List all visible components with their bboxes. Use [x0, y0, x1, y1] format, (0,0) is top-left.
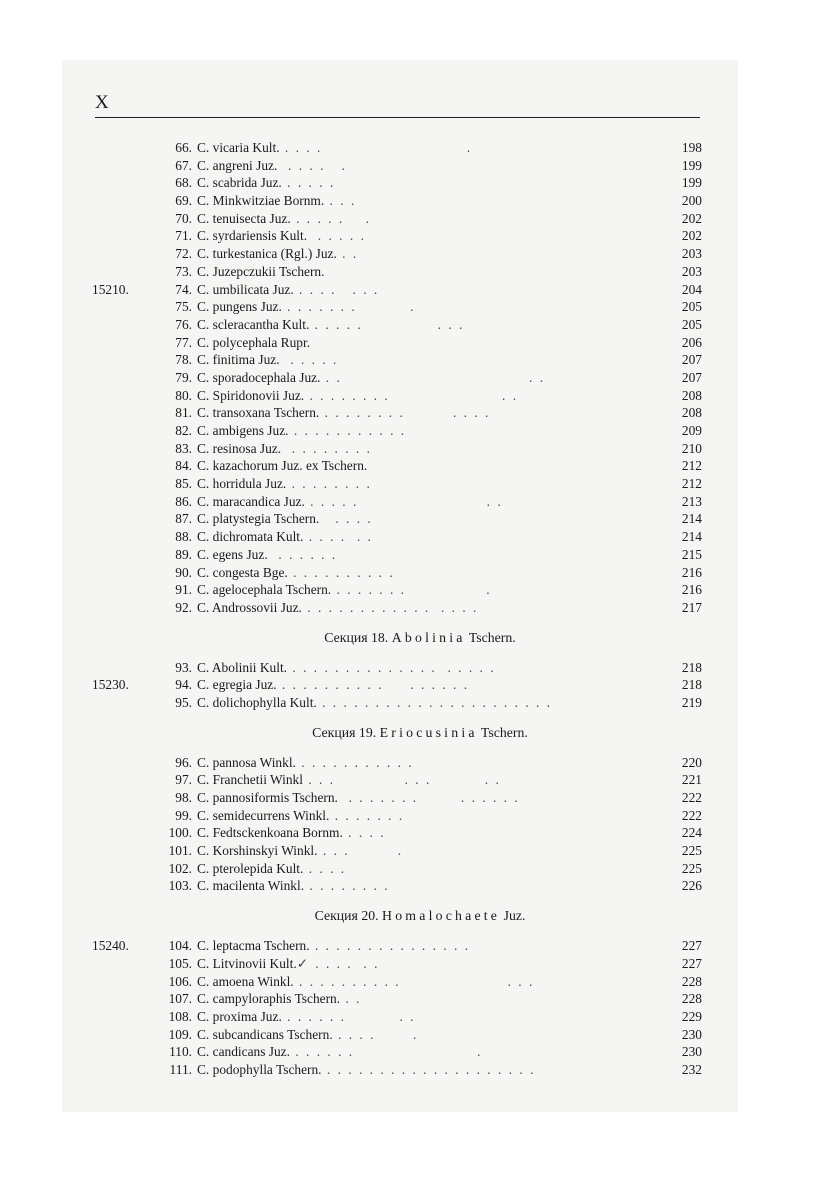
leader-dots: . . . . . . . . . . . . . . . . — [301, 599, 479, 615]
page-number: 214 — [681, 511, 702, 527]
leader-dots: . . . . . . . . . . . . . . . — [309, 938, 471, 954]
species-name — [197, 789, 520, 807]
leader-dots: . . . . . . . . — [304, 878, 390, 894]
page-number: 213 — [681, 493, 702, 509]
page-number: 198 — [681, 140, 702, 155]
entry-number: 76. — [175, 316, 192, 332]
species-name — [197, 227, 366, 245]
leader-dots: . . . . . . . — [289, 1044, 483, 1060]
leader-dots: . . . . — [342, 825, 386, 841]
leader-dots: . . . . . . . . . . . . . . . . . . . . — [321, 1061, 536, 1077]
list-item — [0, 387, 840, 405]
species-name-text: C. podophylla Tschern. — [197, 1061, 322, 1077]
leader-dots: . . . . . — [277, 157, 347, 173]
list-item — [0, 694, 840, 712]
species-name-text: C. angreni Juz. — [197, 157, 278, 173]
page-number: 209 — [681, 423, 702, 438]
page-number: 208 — [681, 405, 702, 421]
species-name-text: C. scleracantha Kult. — [197, 316, 310, 332]
species-name — [197, 351, 338, 369]
species-name-text: C. pungens Juz. — [197, 299, 282, 315]
species-name — [197, 298, 416, 316]
entry-number: 67. — [175, 157, 192, 173]
leader-dots: . . . . . . . . . . — [287, 564, 395, 580]
entry-number: 77. — [175, 334, 192, 350]
entry-number: 85. — [175, 476, 192, 492]
species-name-text: C. amoena Winkl. — [197, 973, 294, 989]
species-name — [197, 955, 379, 973]
leader-dots: . . . . — [303, 860, 347, 876]
list-item — [0, 157, 840, 175]
species-name-text: C. dolichophylla Kult. — [197, 694, 317, 710]
page-number: 203 — [681, 246, 702, 262]
species-name — [197, 564, 395, 582]
page-number: 218 — [681, 659, 702, 675]
species-name-text: C. polycephala Rupr. — [197, 334, 311, 350]
species-name — [197, 245, 358, 263]
list-item — [0, 581, 840, 599]
page-number: 225 — [681, 843, 702, 859]
page-number: 215 — [681, 546, 702, 562]
page-number: 218 — [681, 677, 702, 693]
list-item — [0, 192, 840, 210]
page-number: 212 — [681, 476, 702, 492]
page-number: 202 — [681, 228, 702, 244]
section-prefix: Секция 20. — [314, 908, 379, 924]
leader-dots: . . . . . . . . . . . — [288, 423, 407, 438]
species-name-text: C. proxima Juz. — [197, 1008, 282, 1024]
entry-number: 82. — [175, 423, 192, 438]
list-item — [0, 546, 840, 564]
entry-number: 100. — [168, 825, 192, 841]
leader-dots: . . . . . . . . — [281, 299, 416, 315]
section-heading — [0, 895, 840, 937]
leader-dots: . . . . . — [281, 175, 336, 191]
species-name — [197, 157, 347, 175]
species-name-text: C. resinosa Juz. — [197, 440, 282, 456]
species-name-text: C. Fedtsckenkoana Bornm. — [197, 825, 343, 841]
page-number: 230 — [681, 1044, 702, 1060]
entry-number: 79. — [175, 369, 192, 385]
entry-number: 66. — [175, 140, 192, 155]
entry-number: 70. — [175, 210, 192, 226]
species-name — [197, 659, 496, 677]
leader-dots: . . — [336, 246, 359, 262]
species-name — [197, 842, 403, 860]
species-name — [197, 422, 406, 440]
section-author: Tschern. — [468, 629, 516, 645]
list-item — [0, 298, 840, 316]
page-number: 228 — [681, 991, 702, 1007]
list-item — [0, 528, 840, 546]
species-name — [197, 754, 414, 772]
species-name-text: C. Korshinskyi Winkl. — [197, 843, 318, 859]
page-number: 222 — [681, 807, 702, 823]
species-name — [197, 807, 404, 825]
species-name-text: C. turkestanica (Rgl.) Juz. — [197, 246, 337, 262]
leader-dots: . . . . . — [332, 1026, 419, 1042]
page-number: 221 — [681, 772, 702, 788]
leader-dots: . . . . . . — [290, 210, 371, 226]
leader-dots: . . . . . . . . . . . . . . . . . . . . . . — [316, 694, 553, 710]
page-number: 230 — [681, 1026, 702, 1042]
section-heading — [0, 617, 840, 659]
page-number: 205 — [681, 316, 702, 332]
section-title — [0, 617, 840, 659]
species-name — [197, 210, 371, 228]
entry-number: 95. — [175, 694, 192, 710]
list-item — [0, 807, 840, 825]
page-number: 226 — [681, 878, 702, 894]
page-number: 199 — [681, 175, 702, 191]
list-item — [0, 281, 840, 299]
list-item — [0, 1061, 840, 1079]
entry-number: 73. — [175, 263, 192, 279]
leader-dots: . . . . . . . . . . . . . . . . — [276, 677, 470, 693]
page-number: 227 — [681, 955, 702, 971]
page-number: 216 — [681, 582, 702, 598]
list-item — [0, 1026, 840, 1044]
list-item — [0, 457, 840, 475]
leader-dots: . . . . . — [307, 228, 366, 244]
species-name — [197, 1061, 535, 1079]
species-name — [197, 1043, 482, 1061]
species-name — [197, 493, 503, 511]
leader-dots: . . . . — [317, 843, 404, 859]
entry-number: 111. — [169, 1061, 192, 1077]
species-name-text: C. agelocephala Tschern. — [197, 582, 332, 598]
list-item — [0, 771, 840, 789]
entry-number: 78. — [175, 352, 192, 368]
page-number: 229 — [681, 1008, 702, 1024]
entry-number: 104. — [168, 938, 192, 954]
species-name-text: C. horridula Juz. — [197, 476, 287, 492]
group-number: 15210. — [92, 281, 129, 297]
species-name — [197, 139, 472, 157]
leader-dots: . . . . . — [279, 140, 473, 155]
species-name-text: C. tenuisecta Juz. — [197, 210, 291, 226]
species-name-text: C. leptacma Tschern. — [197, 938, 310, 954]
species-name-text: C. pterolepida Kult. — [197, 860, 304, 876]
species-name-text: C. Abolinii Kult. — [197, 659, 288, 675]
group-number: 15230. — [92, 677, 129, 693]
page-number: 204 — [681, 281, 702, 297]
leader-dots: . . . . . . . . — [281, 440, 372, 456]
list-item — [0, 510, 840, 528]
list-item — [0, 174, 840, 192]
page-number: 208 — [681, 387, 702, 403]
species-name-text: C. campyloraphis Tschern. — [197, 991, 341, 1007]
entry-number: 109. — [168, 1026, 192, 1042]
entry-number: 81. — [175, 405, 192, 421]
entry-number: 80. — [175, 387, 192, 403]
list-item — [0, 564, 840, 582]
species-name — [197, 510, 373, 528]
leader-dots: . . . . . . . . . . — [304, 387, 519, 403]
section-name: Eriocusinia — [379, 724, 478, 740]
section-prefix: Секция 18. — [324, 629, 389, 645]
leader-dots: . . . . . . . . . . . . — [319, 405, 491, 421]
species-name-text: C. egregia Juz. — [197, 677, 277, 693]
species-name — [197, 1008, 416, 1026]
species-name — [197, 387, 518, 405]
species-name — [197, 860, 346, 878]
species-name — [197, 192, 356, 210]
list-item — [0, 263, 840, 281]
species-name — [197, 369, 545, 387]
species-name — [197, 475, 372, 493]
section-title — [0, 712, 840, 754]
species-name-text: C. Minkwitziae Bornm. — [197, 193, 325, 209]
list-item — [0, 754, 840, 772]
leader-dots: . . . . . . . . — [331, 582, 492, 598]
page-number: 228 — [681, 973, 702, 989]
entry-number: 105. — [168, 955, 192, 971]
entry-number: 68. — [175, 175, 192, 191]
list-item — [0, 937, 840, 955]
species-name-text: C. Juzepczukii Tschern. — [197, 263, 325, 279]
species-name-text: C. finitima Juz. — [197, 352, 280, 368]
page-number: 225 — [681, 860, 702, 876]
entry-number: 89. — [175, 546, 192, 562]
list-item — [0, 676, 840, 694]
species-name-text: C. pannosa Winkl. — [197, 754, 296, 770]
list-item — [0, 659, 840, 677]
species-name-text: C. Litvinovii Kult. — [197, 955, 297, 971]
species-name — [197, 316, 464, 334]
species-name — [197, 937, 470, 955]
leader-dots: . . . . . . . . — [309, 316, 465, 332]
species-name — [197, 599, 478, 617]
entry-number: 83. — [175, 440, 192, 456]
species-name — [197, 457, 367, 475]
species-name-text: C. maracandica Juz. — [197, 493, 305, 509]
list-item — [0, 440, 840, 458]
list-item — [0, 210, 840, 228]
list-item — [0, 493, 840, 511]
section-name: Abolinia — [391, 629, 466, 645]
species-name-text: C. subcandicans Tschern. — [197, 1026, 333, 1042]
leader-dots: . . . . . . . . — [281, 1008, 416, 1024]
group-number: 15240. — [92, 938, 129, 954]
species-name-text: C. pannosiformis Tschern. — [197, 790, 338, 805]
page-number: 232 — [681, 1061, 702, 1077]
page-number: 203 — [681, 263, 702, 279]
list-item — [0, 842, 840, 860]
species-name — [197, 990, 362, 1008]
entry-number: 87. — [175, 511, 192, 527]
list-item — [0, 860, 840, 878]
entry-number: 74. — [175, 281, 192, 297]
section-name: Homalochaete — [382, 908, 501, 924]
leader-dots: . . . . . . . . . . . — [295, 754, 414, 770]
list-item — [0, 316, 840, 334]
species-name — [197, 404, 490, 422]
species-name-text: C. scabrida Juz. — [197, 175, 282, 191]
leader-dots: . . . . — [320, 369, 546, 385]
species-name — [197, 581, 492, 599]
species-name — [197, 1026, 418, 1044]
header-rule — [95, 117, 700, 118]
entry-number: 108. — [168, 1008, 192, 1024]
list-item — [0, 1008, 840, 1026]
entry-number: 93. — [175, 659, 192, 675]
list-item — [0, 422, 840, 440]
species-name-text: C. macilenta Winkl. — [197, 878, 305, 894]
species-name — [197, 694, 552, 712]
species-name — [197, 174, 335, 192]
species-name — [197, 546, 337, 564]
species-name — [197, 263, 324, 281]
page-number: 216 — [681, 564, 702, 580]
leader-dots: . . . . — [319, 511, 373, 527]
page-number: 227 — [681, 938, 702, 954]
page-folio: X — [95, 92, 110, 113]
entry-number: 97. — [175, 772, 192, 788]
species-name — [197, 771, 501, 789]
leader-dots: . . . . . . . — [293, 281, 380, 297]
species-name-text: C. ambigens Juz. — [197, 423, 289, 438]
entry-number: 94. — [175, 677, 192, 693]
species-name — [197, 528, 373, 546]
species-name-text: C. congesta Bge. — [197, 564, 288, 580]
species-name-text: C. egens Juz. — [197, 546, 268, 562]
entry-number: 102. — [168, 860, 192, 876]
section-title — [0, 895, 840, 937]
leader-dots: . . — [340, 991, 362, 1007]
species-name-text: C. sporadocephala Juz. — [197, 369, 321, 385]
species-name-text: C. Androssovii Juz. — [197, 599, 302, 615]
species-name-text: C. candicans Juz. — [197, 1044, 290, 1060]
leader-dots: . . . . . . — [303, 529, 373, 545]
leader-dots: . . . . . . . . . . . . . — [293, 973, 535, 989]
list-item — [0, 475, 840, 493]
entry-number: 86. — [175, 493, 192, 509]
species-name — [197, 676, 469, 694]
species-name — [197, 877, 390, 895]
entry-number: 99. — [175, 807, 192, 823]
entry-number: 103. — [168, 878, 192, 894]
list-item — [0, 789, 840, 807]
page-number: 222 — [681, 790, 702, 805]
leader-dots: . . . . . . — [267, 546, 338, 562]
species-name-text: C. Franchetii Winkl — [197, 772, 303, 788]
table-of-contents — [0, 139, 840, 1079]
entry-number: 69. — [175, 193, 192, 209]
leader-dots: . . . . . — [279, 352, 339, 368]
species-name-text: C. umbilicata Juz. — [197, 281, 294, 297]
list-item — [0, 404, 840, 422]
list-item — [0, 877, 840, 895]
list-item — [0, 599, 840, 617]
list-item — [0, 369, 840, 387]
entry-number: 106. — [168, 973, 192, 989]
list-item — [0, 1043, 840, 1061]
list-item — [0, 973, 840, 991]
list-item — [0, 245, 840, 263]
species-name-text: C. transoxana Tschern. — [197, 405, 320, 421]
page-number: 219 — [681, 694, 702, 710]
page-number: 202 — [681, 210, 702, 226]
page-number: 207 — [681, 352, 702, 368]
page-number: 207 — [681, 369, 702, 385]
leader-dots: . . . . . . . . — [286, 476, 372, 492]
list-item — [0, 351, 840, 369]
entry-number: 101. — [168, 843, 192, 859]
species-name-text: C. Spiridonovii Juz. — [197, 387, 305, 403]
entry-number: 71. — [175, 228, 192, 244]
entry-number: 98. — [175, 790, 192, 805]
page-number: 224 — [681, 825, 702, 841]
leader-dots: . . . . . . . . — [302, 772, 501, 788]
section-prefix: Секция 19. — [312, 724, 377, 740]
list-item — [0, 955, 840, 973]
section-heading — [0, 712, 840, 754]
species-name-text: C. kazachorum Juz. ex Tschern. — [197, 458, 368, 474]
entry-number: 110. — [169, 1044, 192, 1060]
entry-number: 72. — [175, 246, 192, 262]
section-author: Tschern. — [480, 724, 528, 740]
section-author: Juz. — [503, 908, 526, 924]
list-item — [0, 824, 840, 842]
species-name — [197, 973, 534, 991]
species-name — [197, 281, 379, 299]
leader-dots: . . . . . . . — [329, 807, 405, 823]
page-number: 200 — [681, 193, 702, 209]
entry-number: 91. — [175, 582, 192, 598]
species-name — [197, 824, 386, 842]
page-number: 220 — [681, 754, 702, 770]
entry-number: 92. — [175, 599, 192, 615]
entry-number: 90. — [175, 564, 192, 580]
leader-dots: . . . — [324, 193, 357, 209]
entry-number: 96. — [175, 754, 192, 770]
species-name — [197, 440, 372, 458]
page-number: 206 — [681, 334, 702, 350]
page-number: 210 — [681, 440, 702, 456]
leader-dots: . . . . . . . . . . . . . — [337, 790, 520, 805]
list-item — [0, 990, 840, 1008]
page-number: 217 — [681, 599, 702, 615]
page-number: 212 — [681, 458, 702, 474]
list-item — [0, 227, 840, 245]
species-name-text: C. vicaria Kult. — [197, 140, 280, 155]
species-name-text: C. dichromata Kult. — [197, 529, 304, 545]
page-number: 205 — [681, 299, 702, 315]
entry-number: 75. — [175, 299, 192, 315]
leader-dots: . . . . . . . — [304, 493, 503, 509]
leader-dots: ✓ . . . . . . — [296, 955, 380, 971]
species-name-text: C. syrdariensis Kult. — [197, 228, 308, 244]
leader-dots: . . . . . . . . . . . . . . . . . . . — [287, 659, 496, 675]
species-name-text: C. platystegia Tschern. — [197, 511, 320, 527]
entry-number: 88. — [175, 529, 192, 545]
species-name — [197, 334, 310, 352]
list-item — [0, 334, 840, 352]
page-number: 199 — [681, 157, 702, 173]
list-item — [0, 139, 840, 157]
entry-number: 84. — [175, 458, 192, 474]
page-number: 214 — [681, 529, 702, 545]
entry-number: 107. — [168, 991, 192, 1007]
species-name-text: C. semidecurrens Winkl. — [197, 807, 330, 823]
